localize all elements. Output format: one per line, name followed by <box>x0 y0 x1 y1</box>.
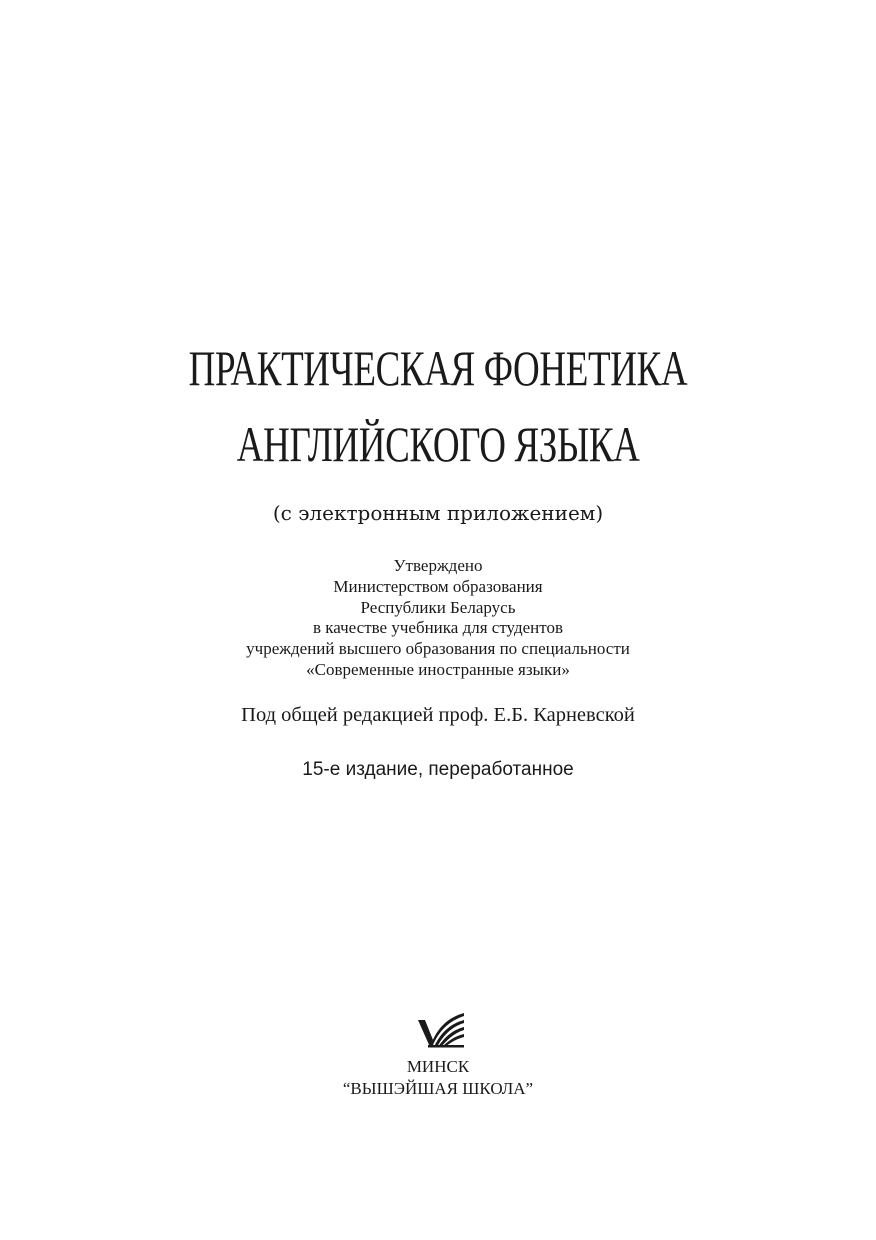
publisher-city: МИНСК <box>406 1057 470 1076</box>
edition-info: 15-е издание, переработанное <box>302 759 574 780</box>
approval-line: учреждений высшего образования по специальности <box>246 639 630 659</box>
approval-line: в качестве учебника для студентов <box>312 618 563 638</box>
publisher-block <box>0 1056 876 1100</box>
book-title-line-1: ПРАКТИЧЕСКАЯ ФОНЕТИКА <box>188 340 688 396</box>
approval-line: Утверждено <box>393 556 483 575</box>
approval-block <box>0 556 876 681</box>
publisher-name: “ВЫШЭЙШАЯ ШКОЛА” <box>342 1079 534 1098</box>
approval-line: Министерством образования <box>333 576 543 596</box>
editor-credit: Под общей редакцией проф. Е.Б. Карневской <box>241 704 635 726</box>
approval-line: Республики Беларусь <box>360 597 516 617</box>
publisher-logo-icon <box>418 1012 466 1048</box>
book-subtitle: (с электронным приложением) <box>272 501 604 525</box>
approval-line: «Современные иностранные языки» <box>306 659 570 679</box>
book-title-line-2: АНГЛИЙСКОГО ЯЗЫКА <box>236 416 640 472</box>
